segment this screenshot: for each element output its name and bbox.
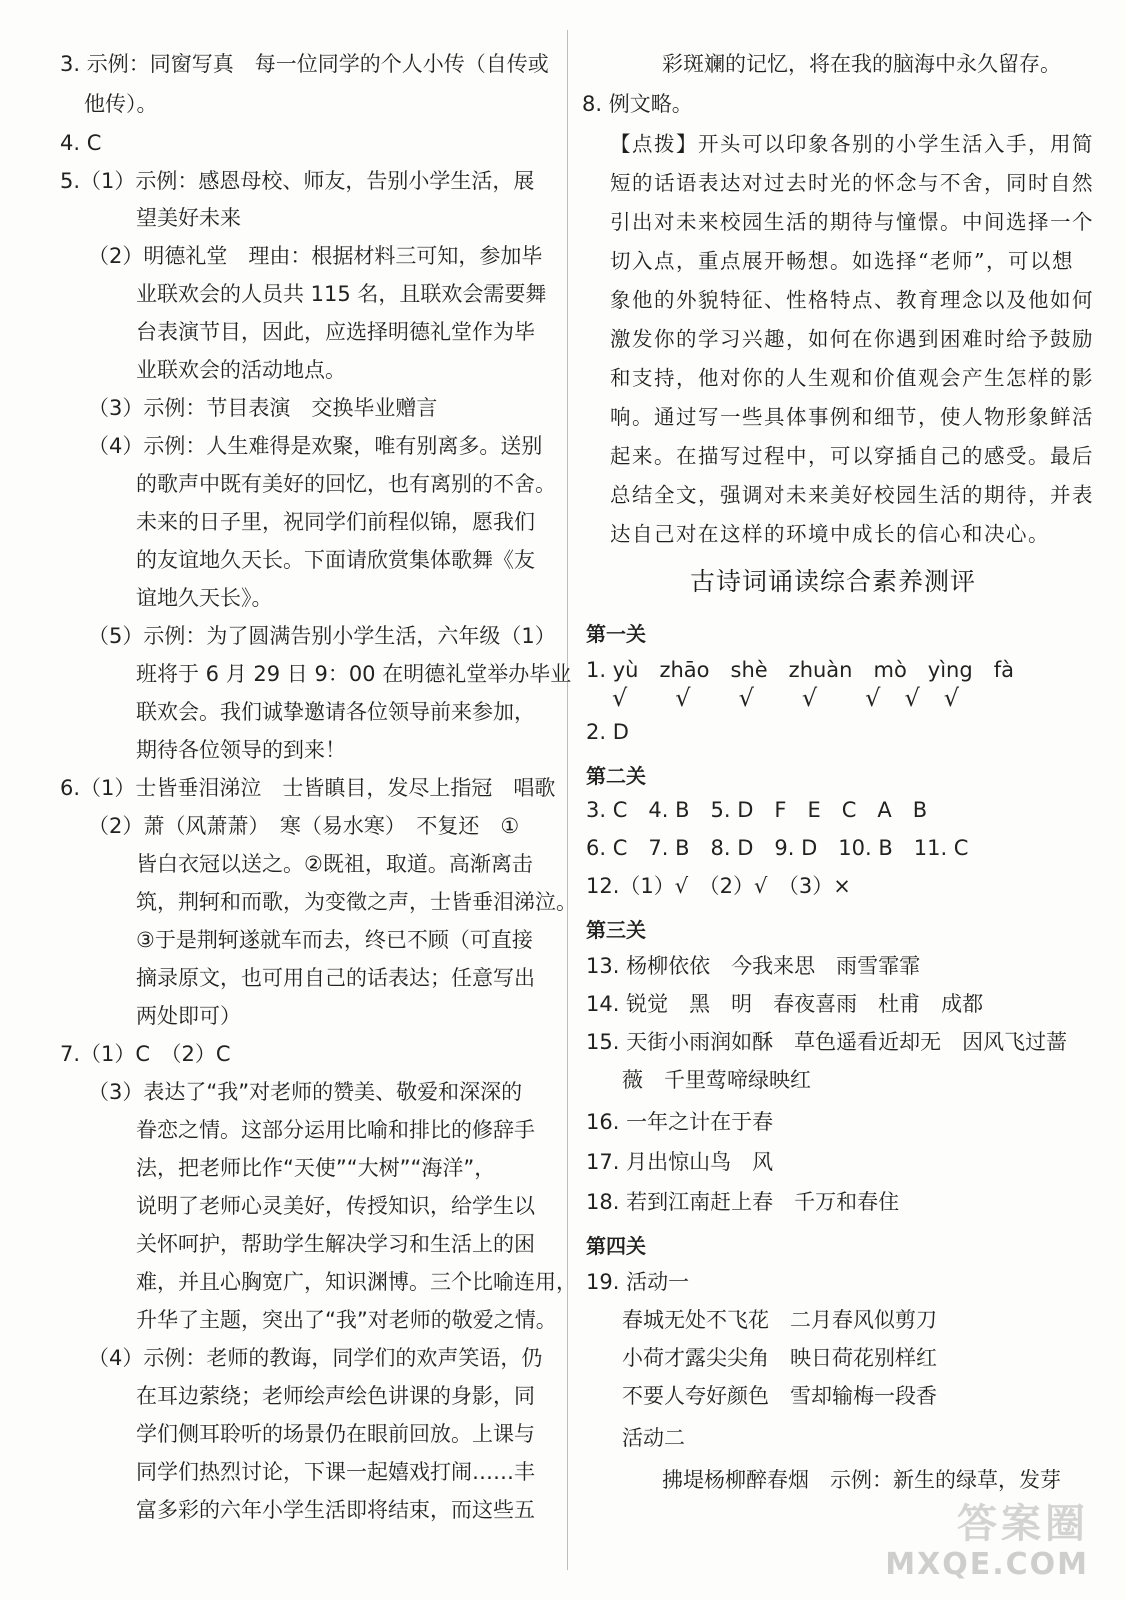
q1-pinyin: 1. yù zhāo shè zhuàn mò yìng fà (586, 658, 1014, 682)
answer-line: 期待各位领导的到来！ (136, 738, 346, 762)
answer-line: 筑，荆轲和而歌，为变徵之声，士皆垂泪涕泣。 (136, 890, 577, 914)
note-line: 总结全文，强调对未来美好校园生活的期待，并表 (610, 483, 1094, 507)
answer-line: 春城无处不飞花 二月春风似剪刀 (622, 1308, 937, 1332)
level-heading: 第二关 (586, 764, 646, 788)
answer-line: 的友谊地久天长。下面请欣赏集体歌舞《友 (136, 548, 535, 572)
answer-line: 眷恋之情。这部分运用比喻和排比的修辞手 (136, 1118, 535, 1142)
answer-line: 3. C 4. B 5. D F E C A B (586, 798, 928, 822)
answer-line: 不要人夸好颜色 雪却输梅一段香 (622, 1384, 937, 1408)
answer-line: （3）表达了“我”对老师的赞美、敬爱和深深的 (88, 1080, 523, 1104)
answer-line: 活动二 (622, 1426, 685, 1450)
answer-line: 6.（1）士皆垂泪涕泣 士皆瞋目，发尽上指冠 唱歌 (60, 776, 556, 800)
watermark-url: MXQE.COM (885, 1547, 1089, 1582)
answer-line: 13. 杨柳依依 今我来思 雨雪霏霏 (586, 954, 921, 978)
site-watermark (885, 1492, 1089, 1582)
answer-line: 两处即可） (136, 1004, 241, 1028)
note-line: 激发你的学习兴趣，如何在你遇到困难时给予鼓励 (610, 327, 1094, 351)
answer-line: （5）示例：为了圆满告别小学生活，六年级（1） (88, 624, 556, 648)
answer-line: 2. D (586, 720, 629, 744)
answer-line: 19. 活动一 (586, 1270, 690, 1294)
answer-line: 谊地久天长》。 (136, 586, 273, 610)
answer-line: 小荷才露尖尖角 映日荷花别样红 (622, 1346, 937, 1370)
answer-line: 16. 一年之计在于春 (586, 1110, 774, 1134)
level-heading: 第三关 (586, 918, 646, 942)
answer-line: 12.（1）√ （2）√ （3）× (586, 874, 851, 898)
answer-line: 15. 天街小雨润如酥 草色遥看近却无 因风飞过蔷 (586, 1030, 1068, 1054)
level-heading: 第四关 (586, 1234, 646, 1258)
note-line: 引出对未来校园生活的期待与憧憬。中间选择一个 (610, 210, 1094, 234)
note-line: 和支持，他对你的人生观和价值观会产生怎样的影 (610, 366, 1094, 390)
answer-line: 班将于 6 月 29 日 9：00 在明德礼堂举办毕业 (136, 662, 572, 686)
note-line: 【点拨】开头可以印象各别的小学生活入手，用简 (610, 132, 1094, 156)
answer-line: 富多彩的六年小学生活即将结束，而这些五 (136, 1498, 535, 1522)
answer-line: 联欢会。我们诚挚邀请各位领导前来参加， (136, 700, 535, 724)
answer-line: 难，并且心胸宽广，知识渊博。三个比喻连用， (136, 1270, 577, 1294)
answer-line: 台表演节目，因此，应选择明德礼堂作为毕 (136, 320, 535, 344)
answer-line: 18. 若到江南赶上春 千万和春住 (586, 1190, 900, 1214)
watermark-text: 答案圈 (957, 1501, 1089, 1547)
answer-line: 说明了老师心灵美好，传授知识，给学生以 (136, 1194, 535, 1218)
answer-line: 学们侧耳聆听的场景仍在眼前回放。上课与 (136, 1422, 535, 1446)
note-line: 象他的外貌特征、性格特点、教育理念以及他如何 (610, 288, 1094, 312)
answer-line: 业联欢会的活动地点。 (136, 358, 346, 382)
answer-line: 法，把老师比作“天使”“大树”“海洋”， (136, 1156, 496, 1180)
note-line: 响。通过写一些具体事例和细节，使人物形象鲜活 (610, 405, 1094, 429)
answer-line: 他传）。 (84, 92, 158, 116)
note-line: 起来。在描写过程中，可以穿插自己的感受。最后 (610, 444, 1094, 468)
answer-line: （3）示例：节目表演 交换毕业赠言 (88, 396, 438, 420)
answer-line: （4）示例：人生难得是欢聚，唯有别离多。送别 (88, 434, 543, 458)
answer-line: 3. 示例：同窗写真 每一位同学的个人小传（自传或 (60, 52, 549, 76)
note-line: 达自己对在这样的环境中成长的信心和决心。 (610, 522, 1050, 546)
answer-line: 业联欢会的人员共 115 名，且联欢会需要舞 (136, 282, 547, 306)
q1-check-marks: √ √ √ √ √ √ √ (612, 684, 960, 712)
level-heading: 第一关 (586, 622, 646, 646)
answer-line: 未来的日子里，祝同学们前程似锦，愿我们 (136, 510, 535, 534)
answer-line: 在耳边萦绕；老师绘声绘色讲课的身影，同 (136, 1384, 535, 1408)
answer-line: 望美好未来 (136, 206, 241, 230)
answer-line: 皆白衣冠以送之。②既祖，取道。高渐离击 (136, 852, 533, 876)
answer-line: 17. 月出惊山鸟 风 (586, 1150, 774, 1174)
note-line: 切入点，重点展开畅想。如选择“老师”，可以想 (610, 249, 1074, 273)
answer-line: 14. 锐觉 黑 明 春夜喜雨 杜甫 成都 (586, 992, 984, 1016)
answer-line: ③于是荆轲遂就车而去，终已不顾（可直接 (136, 928, 533, 952)
answer-line: 7.（1）C （2）C (60, 1042, 231, 1066)
answer-line: 的歌声中既有美好的回忆，也有离别的不舍。 (136, 472, 556, 496)
answer-line: 8. 例文略。 (582, 92, 693, 116)
answer-line: 拂堤杨柳醉春烟 示例：新生的绿草，发芽 (662, 1468, 1061, 1492)
answer-line: 关怀呵护，帮助学生解决学习和生活上的困 (136, 1232, 535, 1256)
section-title: 古诗词诵读综合素养测评 (690, 567, 977, 596)
answer-line: （4）示例：老师的教诲，同学们的欢声笑语，仍 (88, 1346, 543, 1370)
answer-line: 彩斑斓的记忆，将在我的脑海中永久留存。 (662, 52, 1061, 76)
answer-line: （2）萧（风萧萧） 寒（易水寒） 不复还 ① (88, 814, 520, 838)
note-line: 短的话语表达对过去时光的怀念与不舍，同时自然 (610, 171, 1094, 195)
column-divider (567, 30, 568, 1570)
answer-line: 5.（1）示例：感恩母校、师友，告别小学生活，展 (60, 169, 535, 193)
answer-line: （2）明德礼堂 理由：根据材料三可知，参加毕 (88, 244, 543, 268)
answer-line: 同学们热烈讨论，下课一起嬉戏打闹……丰 (136, 1460, 535, 1484)
answer-line: 4. C (60, 131, 102, 155)
answer-line: 6. C 7. B 8. D 9. D 10. B 11. C (586, 836, 969, 860)
answer-line: 升华了主题，突出了“我”对老师的敬爱之情。 (136, 1308, 557, 1332)
answer-line: 摘录原文，也可用自己的话表达；任意写出 (136, 966, 535, 990)
answer-line: 薇 千里莺啼绿映红 (622, 1068, 811, 1092)
